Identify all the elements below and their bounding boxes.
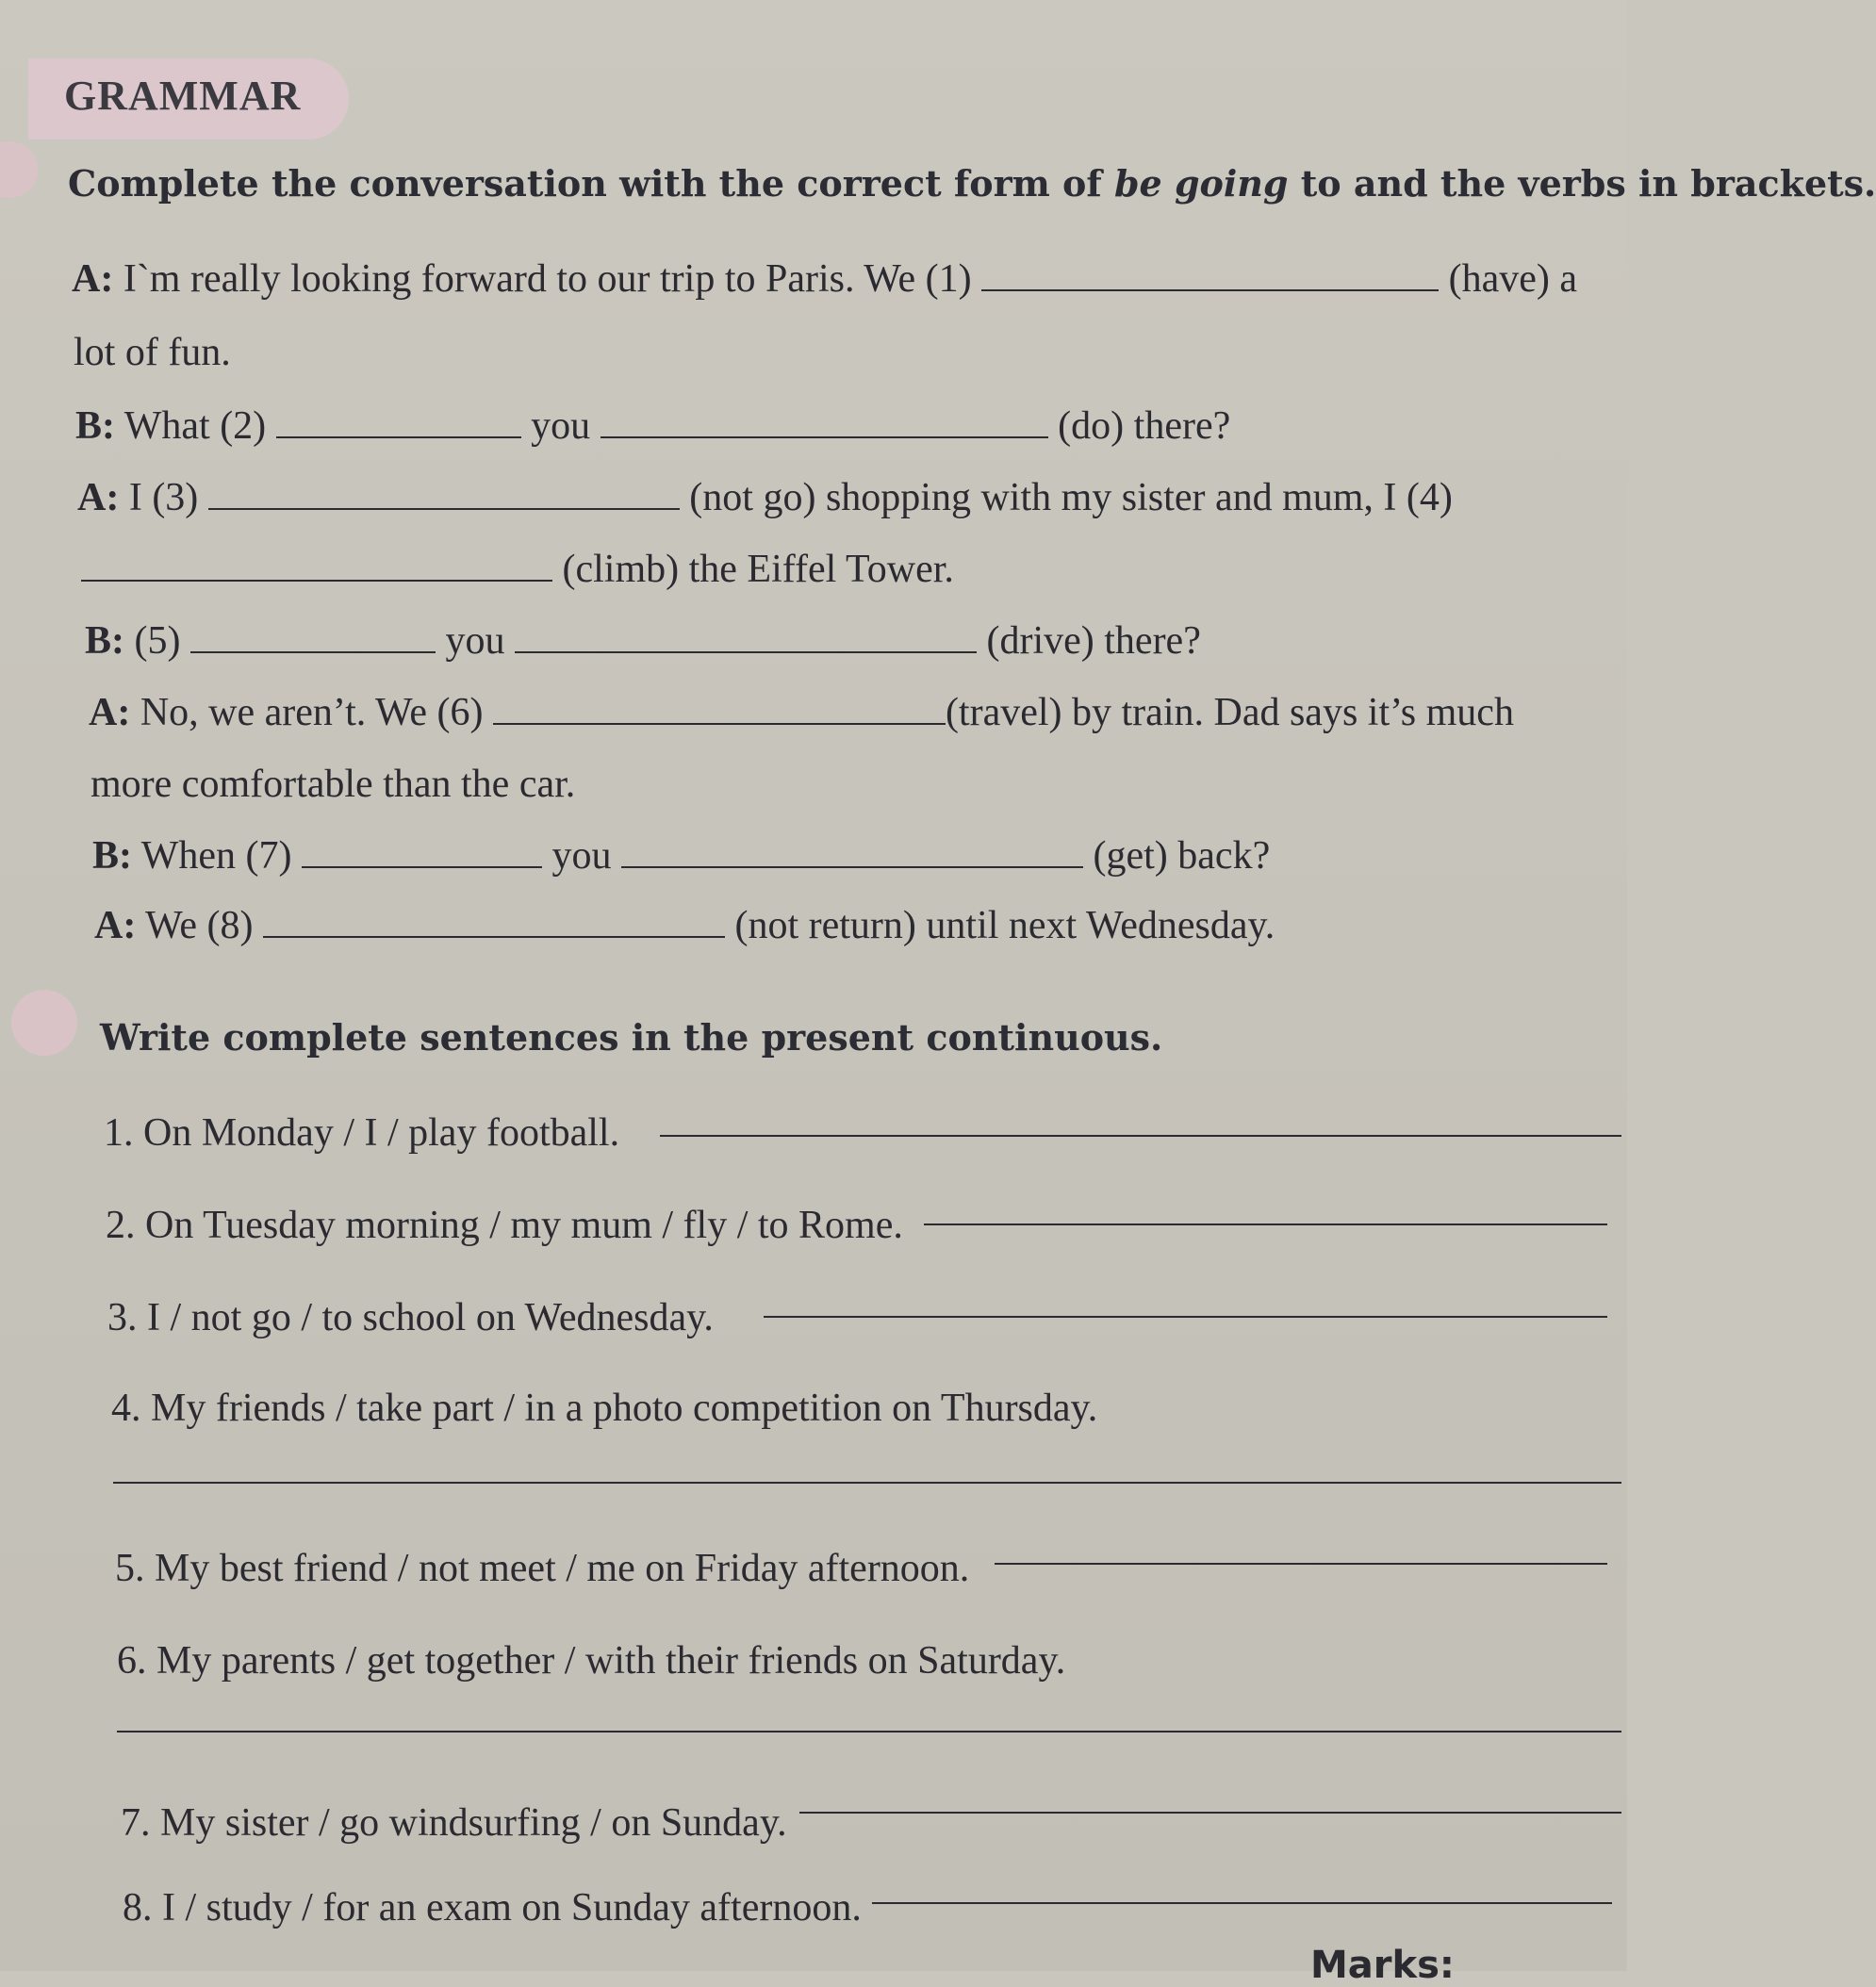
- sentence-item-5: 5. My best friend / not meet / me on Friday afternoon.: [115, 1546, 969, 1591]
- answer-line-4[interactable]: [113, 1482, 1621, 1484]
- answer-line-1[interactable]: [660, 1135, 1621, 1137]
- line-text: When (7): [132, 834, 292, 878]
- verb-hint: (not go) shopping with my sister and mum, I (4): [689, 476, 1453, 519]
- dialogue-line-2: [75, 403, 1230, 449]
- speaker-label: B:: [85, 619, 124, 663]
- answer-blank-2b[interactable]: [601, 404, 1048, 438]
- line-text: you: [552, 834, 612, 878]
- answer-blank-3[interactable]: [208, 476, 680, 510]
- instruction-emphasis: be going: [1114, 162, 1289, 205]
- dialogue-line-8: [94, 903, 1275, 948]
- answer-blank-4[interactable]: [81, 548, 552, 582]
- answer-line-7[interactable]: [799, 1812, 1621, 1814]
- answer-blank-5b[interactable]: [515, 619, 977, 653]
- line-text: you: [445, 619, 504, 663]
- line-text: We (8): [136, 904, 253, 947]
- dialogue-line-6-cont: more comfortable than the car.: [91, 762, 575, 807]
- answer-line-8[interactable]: [872, 1902, 1612, 1904]
- line-text: you: [531, 404, 590, 448]
- sentence-item-1: 1. On Monday / I / play football.: [104, 1110, 619, 1156]
- sentence-item-4: 4. My friends / take part / in a photo competition on Thursday.: [111, 1386, 1097, 1431]
- verb-hint: (get) back?: [1094, 834, 1271, 878]
- line-text: (5): [124, 619, 180, 663]
- answer-blank-7a[interactable]: [302, 834, 542, 868]
- dialogue-line-7: [92, 833, 1270, 879]
- marks-label: Marks:: [1310, 1944, 1455, 1987]
- sentence-item-6: 6. My parents / get together / with their friends on Saturday.: [117, 1638, 1065, 1683]
- line-text: I (3): [119, 476, 198, 519]
- sentence-item-8: 8. I / study / for an exam on Sunday afternoon.: [123, 1885, 862, 1930]
- verb-hint: (do) there?: [1058, 404, 1230, 448]
- exercise2-instruction: Write complete sentences in the present continuous.: [100, 1016, 1162, 1059]
- line-text: No, we aren’t. We (6): [130, 691, 483, 734]
- section-heading: GRAMMAR: [64, 72, 301, 120]
- speaker-label: A:: [94, 904, 136, 947]
- speaker-label: A:: [89, 691, 130, 734]
- answer-blank-1[interactable]: [981, 257, 1439, 291]
- speaker-label: A:: [77, 476, 119, 519]
- answer-line-3[interactable]: [764, 1316, 1607, 1318]
- instruction-text: Complete the conversation with the correct form of: [68, 162, 1114, 205]
- speaker-label: B:: [92, 834, 132, 878]
- verb-hint: (have) a: [1449, 257, 1577, 301]
- instruction-text: to and the verbs in brackets.: [1289, 162, 1876, 205]
- answer-line-6[interactable]: [117, 1731, 1621, 1732]
- exercise-number-circle: [11, 990, 77, 1056]
- answer-blank-8[interactable]: [263, 904, 725, 938]
- speaker-label: A:: [72, 257, 113, 301]
- exercise1-instruction: [68, 162, 1876, 205]
- answer-line-2[interactable]: [924, 1223, 1607, 1225]
- verb-hint: (drive) there?: [986, 619, 1200, 663]
- answer-blank-7b[interactable]: [621, 834, 1083, 868]
- exercise-number-circle: [0, 141, 38, 198]
- answer-blank-5a[interactable]: [190, 619, 436, 653]
- dialogue-line-3: [77, 475, 1453, 520]
- sentence-item-2: 2. On Tuesday morning / my mum / fly / to Rome.: [106, 1203, 903, 1248]
- speaker-label: B:: [75, 404, 115, 448]
- answer-blank-2a[interactable]: [276, 404, 521, 438]
- dialogue-line-1-cont: lot of fun.: [74, 330, 231, 375]
- answer-blank-6[interactable]: [493, 691, 946, 725]
- sentence-item-3: 3. I / not go / to school on Wednesday.: [107, 1295, 714, 1340]
- sentence-item-7: 7. My sister / go windsurfing / on Sunday.: [121, 1800, 787, 1846]
- verb-hint: (travel) by train. Dad says it’s much: [946, 691, 1514, 734]
- line-text: I`m really looking forward to our trip to Paris. We (1): [113, 257, 971, 301]
- verb-hint: (climb) the Eiffel Tower.: [563, 548, 954, 591]
- dialogue-line-1: [72, 256, 1577, 302]
- verb-hint: (not return) until next Wednesday.: [734, 904, 1275, 947]
- dialogue-line-5: [85, 618, 1201, 664]
- dialogue-line-3-cont: [81, 547, 954, 592]
- dialogue-line-6: [89, 690, 1514, 735]
- answer-line-5[interactable]: [995, 1563, 1607, 1565]
- line-text: What (2): [115, 404, 266, 448]
